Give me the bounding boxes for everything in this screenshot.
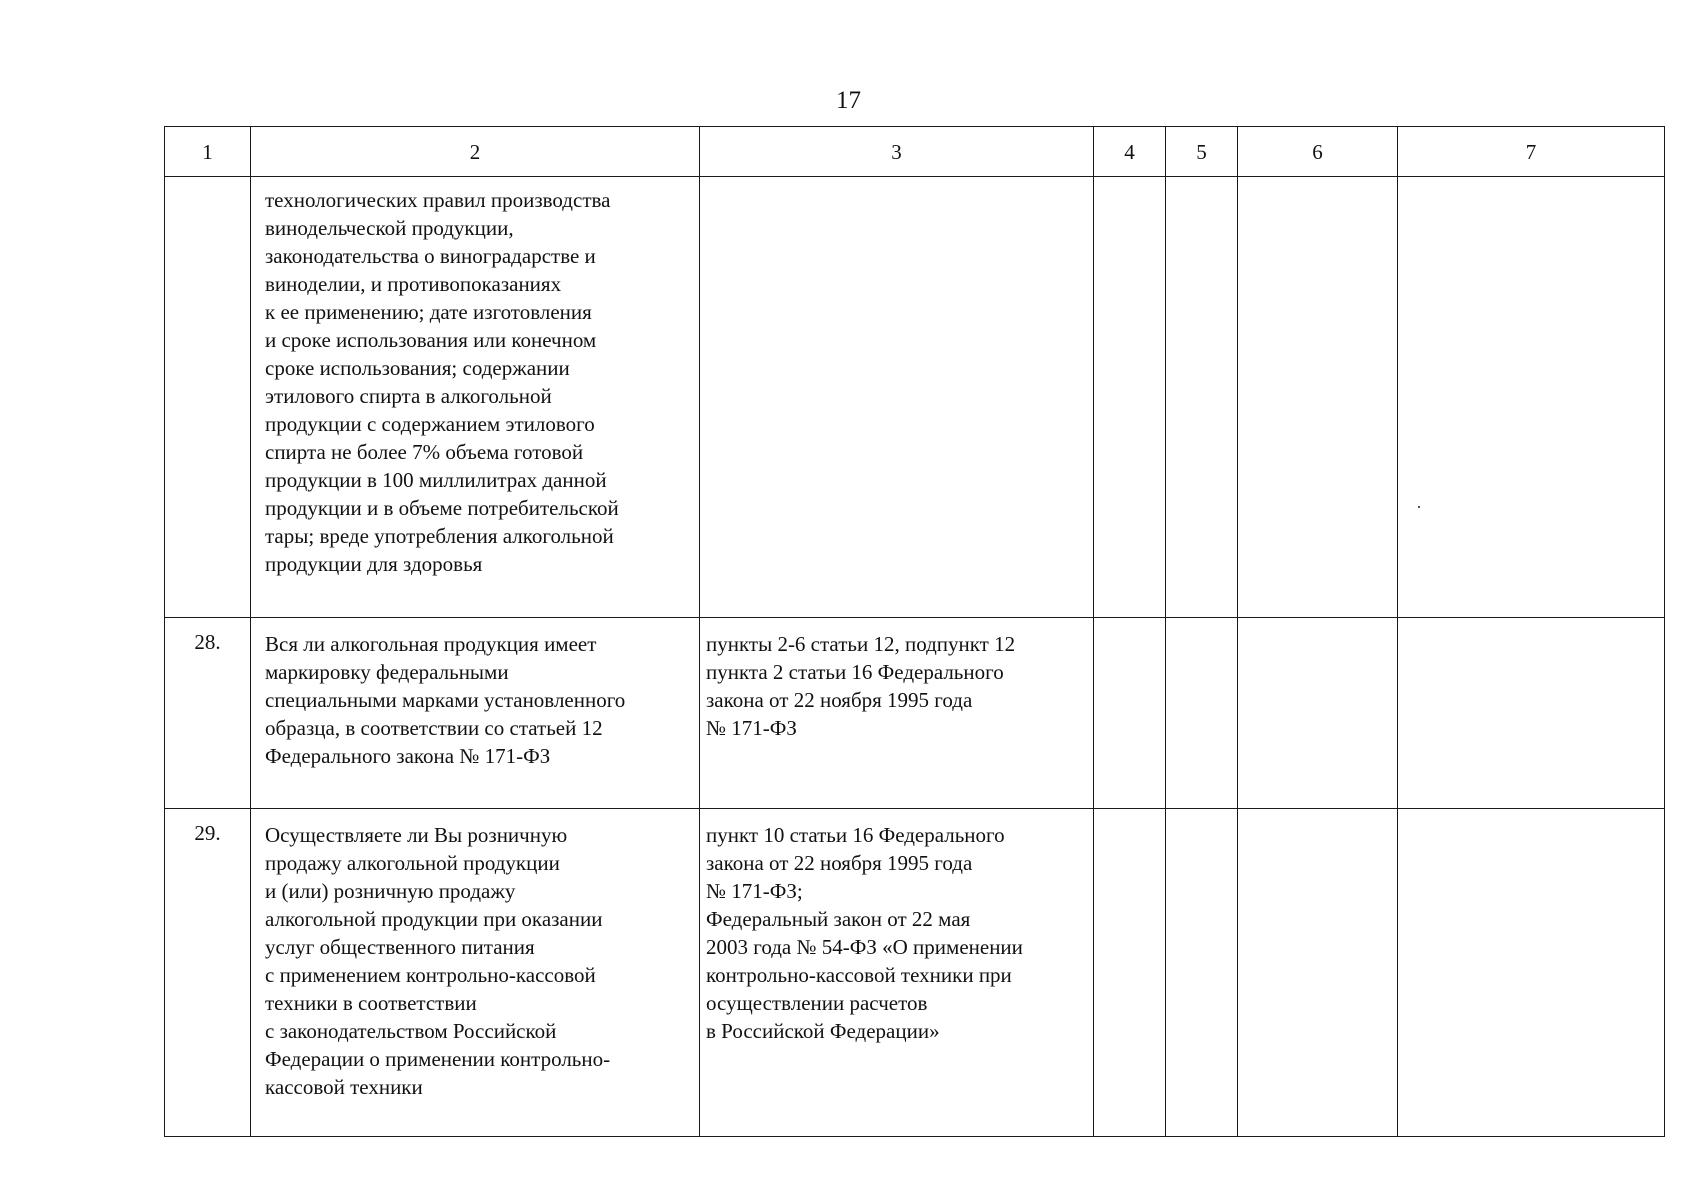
header-cell-2: 2 [251, 127, 700, 177]
col6-cell [1238, 809, 1398, 1137]
question-line: виноделии, и противопоказаниях [265, 272, 562, 296]
question-line: алкогольной продукции при оказании [265, 907, 603, 931]
question-line: продукции и в объеме потребительской [265, 496, 619, 520]
question-line: тары; вреде употребления алкогольной [265, 524, 614, 548]
col4-cell [1094, 809, 1166, 1137]
question-line: специальными марками установленного [265, 688, 626, 712]
question-line: продажу алкогольной продукции [265, 851, 560, 875]
table-row [165, 177, 1665, 618]
reference-line: пункты 2-6 статьи 12, подпункт 12 [706, 632, 1016, 656]
question-line: Федерального закона № 171-ФЗ [265, 744, 551, 768]
question-line: продукции для здоровья [265, 552, 483, 576]
reference-text [700, 618, 1093, 742]
reference-line: 2003 года № 54-ФЗ «О применении [706, 935, 1023, 959]
question-line: Федерации о применении контрольно- [265, 1047, 611, 1071]
table-row [165, 618, 1665, 809]
question-line: продукции в 100 миллилитрах данной [265, 468, 607, 492]
col5-cell [1166, 177, 1238, 618]
question-line: технологических правил производства [265, 188, 611, 212]
question-cell [251, 809, 700, 1137]
scan-speck [1418, 506, 1420, 508]
reference-line: пункт 10 статьи 16 Федерального [706, 823, 1005, 847]
question-line: продукции с содержанием этилового [265, 412, 595, 436]
reference-line: пункта 2 статьи 16 Федерального [706, 660, 1004, 684]
question-line: Осуществляете ли Вы розничную [265, 823, 568, 847]
page-number: 17 [836, 87, 861, 114]
reference-line: закона от 22 ноября 1995 года [706, 688, 973, 712]
col7-cell [1398, 618, 1665, 809]
row-number-cell [165, 177, 251, 618]
question-line: услуг общественного питания [265, 935, 535, 959]
reference-line: в Российской Федерации» [706, 1019, 940, 1043]
question-line: и (или) розничную продажу [265, 879, 516, 903]
question-line: винодельческой продукции, [265, 216, 514, 240]
question-text [251, 809, 699, 1101]
checklist-table [164, 126, 1665, 1137]
col6-cell [1238, 618, 1398, 809]
col4-cell [1094, 618, 1166, 809]
col5-cell [1166, 618, 1238, 809]
question-line: маркировку федеральными [265, 660, 509, 684]
question-text [251, 618, 699, 770]
question-line: образца, в соответствии со статьей 12 [265, 716, 603, 740]
col7-cell [1398, 809, 1665, 1137]
header-cell-7: 7 [1398, 127, 1665, 177]
reference-line: контрольно-кассовой техники при [706, 963, 1012, 987]
col5-cell [1166, 809, 1238, 1137]
row-number-cell [165, 809, 251, 1137]
reference-line: закона от 22 ноября 1995 года [706, 851, 973, 875]
col4-cell [1094, 177, 1166, 618]
question-text [251, 177, 699, 578]
reference-line: Федеральный закон от 22 мая [706, 907, 971, 931]
table-row [165, 809, 1665, 1137]
col7-cell [1398, 177, 1665, 618]
header-cell-5: 5 [1166, 127, 1238, 177]
question-line: кассовой техники [265, 1075, 423, 1099]
col6-cell [1238, 177, 1398, 618]
question-line: сроке использования; содержании [265, 356, 570, 380]
question-line: с применением контрольно-кассовой [265, 963, 596, 987]
reference-line: осуществлении расчетов [706, 991, 928, 1015]
question-cell [251, 618, 700, 809]
reference-cell [700, 618, 1094, 809]
question-line: к ее применению; дате изготовления [265, 300, 592, 324]
question-line: с законодательством Российской [265, 1019, 557, 1043]
reference-line: № 171-ФЗ [706, 716, 797, 740]
header-cell-6: 6 [1238, 127, 1398, 177]
reference-line: № 171-ФЗ; [706, 879, 803, 903]
question-cell [251, 177, 700, 618]
row-number [165, 177, 250, 187]
header-cell-3: 3 [700, 127, 1094, 177]
reference-text [700, 809, 1093, 1045]
question-line: Вся ли алкогольная продукция имеет [265, 632, 597, 656]
table-header-row [165, 127, 1665, 177]
question-line: спирта не более 7% объема готовой [265, 440, 584, 464]
header-cell-4: 4 [1094, 127, 1166, 177]
row-number: 28. [194, 630, 221, 654]
reference-cell [700, 177, 1094, 618]
row-number: 29. [194, 821, 221, 845]
reference-cell [700, 809, 1094, 1137]
question-line: этилового спирта в алкогольной [265, 384, 552, 408]
question-line: и сроке использования или конечном [265, 328, 597, 352]
row-number-cell [165, 618, 251, 809]
question-line: техники в соответствии [265, 991, 477, 1015]
question-line: законодательства о виноградарстве и [265, 244, 596, 268]
header-cell-1: 1 [165, 127, 251, 177]
